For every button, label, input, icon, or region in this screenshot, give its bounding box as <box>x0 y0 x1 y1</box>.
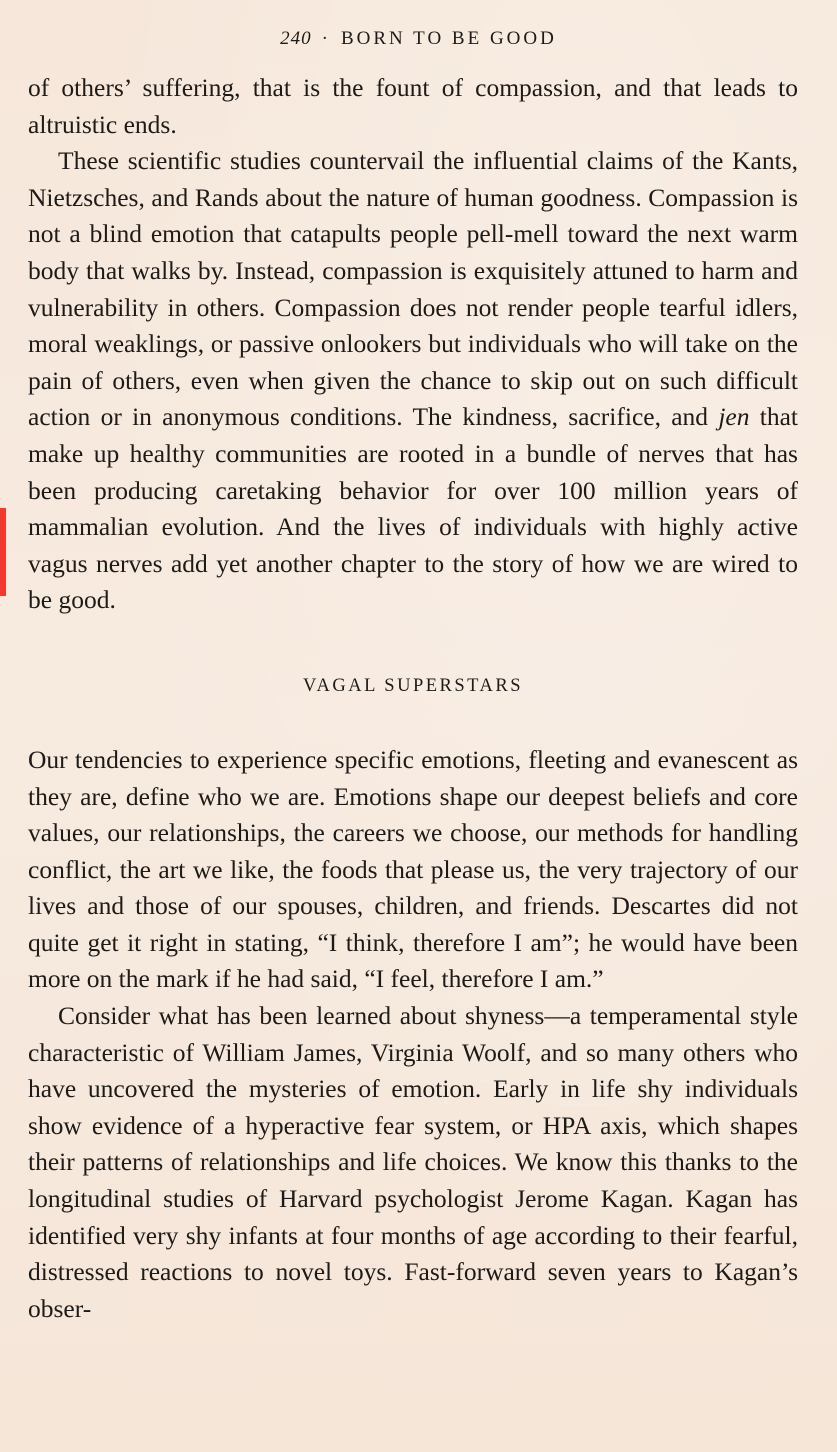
paragraph-text: that make up healthy communities are rooted in a bundle of nerves that has been producing caretaking behavior for over 100 million years of mammalian evolution. And the lives of individuals with highly active vagus nerves add yet another chapter to the story of how we are wired to be good. <box>28 402 798 615</box>
body-text <box>28 70 798 1327</box>
paragraph-text: These scientific studies countervail the influential claims of the Kants, Nietzsches, and Rands about the nature of human goodness. Compassion is not a blind emotion that catapults people pell-mell toward the next warm body that walks by. Instead, compassion is exquisitely attuned to harm and vulnerability in others. Compassion does not render people tearful idlers, moral weaklings, or passive onlookers but individuals who will take on the pain of others, even when given the chance to skip out on such difficult action or in anonymous conditions. The kindness, sacrifice, and <box>28 146 798 432</box>
paragraph-emotions: Our tendencies to experience specific emotions, fleeting and evanescent as they are, define who we are. Emotions shape our deepest beliefs and core values, our relationships, the careers we choose, our methods for handling conflict, the art we like, the foods that please us, the very trajectory of our lives and those of our spouses, children, and friends. Descartes did not quite get it right in stating, “I think, therefore I am”; he would have been more on the mark if he had said, “I feel, therefore I am.” <box>28 744 798 994</box>
red-margin-marker <box>0 508 6 596</box>
paragraph-scientific-studies <box>28 143 798 619</box>
paragraph-continuation: of others’ suffering, that is the fount of compassion, and that leads to altruistic ends. <box>28 73 798 139</box>
italic-term: jen <box>718 402 750 432</box>
book-title: BORN TO BE GOOD <box>340 28 557 49</box>
header-separator: · <box>321 28 331 49</box>
paragraph-shyness: Consider what has been learned about shyness—a temperamental style characteristic of William James, Virginia Woolf, and so many others who have uncovered the mysteries of emotion. Early in life shy individuals show evidence of a hyperactive fear system, or HPA axis, which shapes their patterns of relationships and life choices. We know this thanks to the longitudinal studies of Harvard psychologist Jerome Kagan. Kagan has identified very shy infants at four months of age according to their fearful, distressed reactions to novel toys. Fast-forward seven years to Kagan’s obser- <box>28 1001 798 1323</box>
section-heading: VAGAL SUPERSTARS <box>303 675 523 696</box>
page-number: 240 <box>280 28 312 49</box>
running-header <box>0 28 837 50</box>
